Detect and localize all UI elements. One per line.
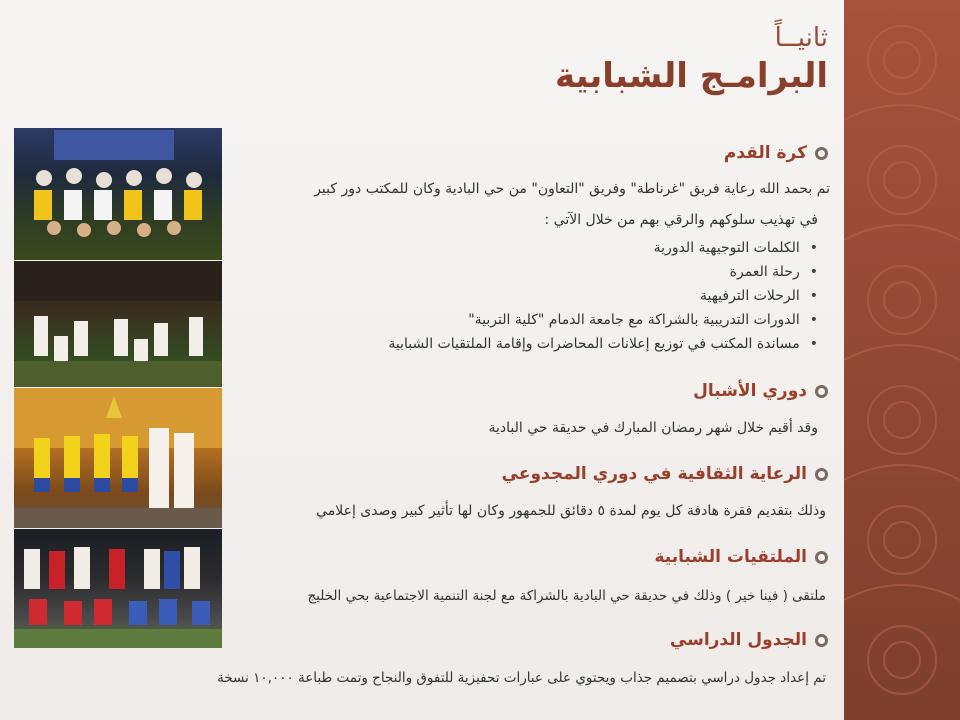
ring-bullet-icon: [815, 468, 828, 481]
section-title-study-schedule: [670, 630, 828, 650]
ring-bullet-icon: [815, 147, 828, 160]
section-title-text: الملتقيات الشبابية: [654, 547, 807, 567]
page-title: البرامـج الشبابية: [554, 56, 828, 96]
decorative-side-band: [844, 0, 960, 720]
page-heading: [555, 22, 828, 98]
section-title-football: [724, 143, 828, 163]
study-schedule-paragraph: تم إعداد جدول دراسي بتصميم جذاب ويحتوي على عبارات تحفيزية للتفوق والنجاح وتمت طباعة ١٠,٠٠٠ نسخة: [217, 670, 826, 686]
photo-collage: [14, 128, 222, 648]
list-item: • رحلة العمرة: [388, 260, 818, 284]
section-title-text: دوري الأشبال: [693, 381, 807, 401]
section-title-text: كرة القدم: [723, 143, 807, 163]
football-paragraph: تم بحمد الله رعاية فريق "غرناطة" وفريق "التعاون" من حي البادية وكان للمكتب دور كبير: [314, 181, 830, 197]
section-title-cultural-sponsorship: [502, 464, 828, 484]
football-paragraph-cont: في تهذيب سلوكهم والرقي بهم من خلال الآتي :: [544, 212, 818, 228]
youth-forums-paragraph: ملتقى ( فينا خير ) وذلك في حديقة حي البادية بالشراكة مع لجنة التنمية الاجتماعية بحي الخليج: [307, 588, 826, 604]
cultural-sponsorship-paragraph: وذلك بتقديم فقرة هادفة كل يوم لمدة ٥ دقائق للجمهور وكان لها تأثير كبير وصدى إعلامي: [316, 503, 826, 519]
ring-bullet-icon: [815, 385, 828, 398]
list-item: • الرحلات الترفيهية: [388, 284, 818, 308]
section-title-youth-forums: [654, 547, 828, 567]
photo-trophy-ceremony: [14, 388, 222, 528]
arabesque-pattern: [844, 0, 960, 720]
list-item: • الكلمات التوجيهية الدورية: [388, 236, 818, 260]
ring-bullet-icon: [815, 634, 828, 647]
photo-football-team: [14, 128, 222, 260]
cubs-league-paragraph: وقد أقيم خلال شهر رمضان المبارك في حديقة حي البادية: [488, 420, 818, 436]
section-title-text: الرعاية الثقافية في دوري المجدوعي: [501, 464, 807, 484]
list-item: • الدورات التدريبية بالشراكة مع جامعة الدمام "كلية التربية": [388, 308, 818, 332]
photo-team-group: [14, 529, 222, 648]
photo-night-gathering: [14, 261, 222, 387]
section-title-cubs-league: [693, 381, 828, 401]
ring-bullet-icon: [815, 551, 828, 564]
section-title-text: الجدول الدراسي: [669, 630, 807, 650]
page-subtitle: ثانيــاً: [774, 23, 828, 53]
list-item: • مساندة المكتب في توزيع إعلانات المحاضرات وإقامة الملتقيات الشبابية: [388, 332, 818, 356]
football-activities-list: [388, 236, 818, 356]
